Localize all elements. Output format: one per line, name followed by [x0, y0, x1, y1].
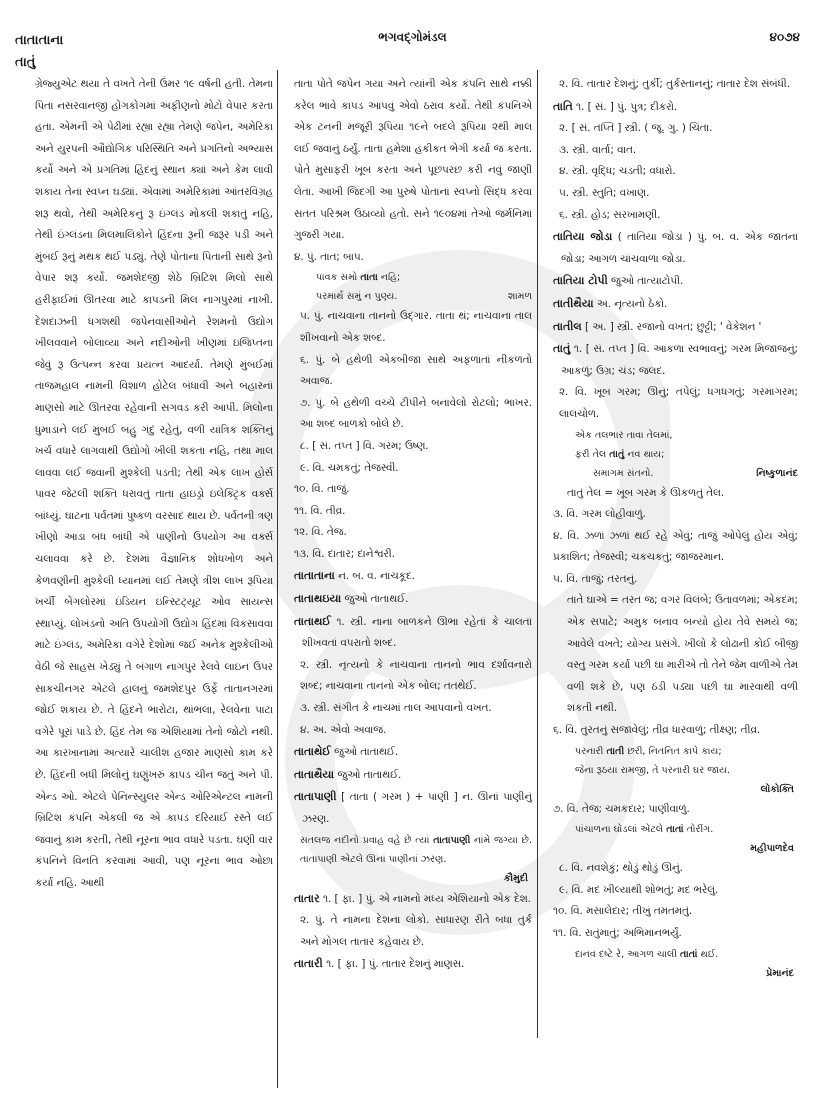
entry-tatil: તાતીલ [ અ. ] સ્ત્રી. રજાનો વખત; છુટ્ટી; ' વેકેશન ' [553, 319, 762, 333]
page-header [0, 0, 825, 70]
tata-biography-continued: તાતા પોતે જપેન ગયા અને ત્યાંની એક કંપનિ સાથે નક્કી કરેલ ભાવે કાપડ આપવું એવો ઠરાવ કર્યો. તેથી કંપનિએ એક ટનની મજૂરી રૂપિયા ૧૯ને બદલે રૂપિયા ૨થી માલ લઈ જવાનું ઠર્યું. તાતા હમેશા હકીકત ભેગી કર્યા જ કરતા. પોતે મુસાફરી ખૂબ કરતા અને પૂછપરછ કરી નવું જાણી લેતા. આખી જિંદગી આ પુરુષે પોતાનાં સ્વપ્નો સિદ્ધ કરવા સતત પરિશ્રમ ઉઠાવ્યો હતો. સને ૧૯૦૪માં તેઓ જર્મનિમાં ગુજરી ગયા. [294, 78, 532, 242]
headword: તાતિયા ટોપી [553, 274, 608, 288]
entry-tatapani: તાતાપાણી [ તાતા ( ગરમ ) + પાણી ] ન. ઊનાં પાણીનું ઝરણ. [294, 790, 532, 825]
headword: તાતાથૈયા [294, 767, 335, 781]
entry-tati-sense-4: ૪. સ્ત્રી. વૃદ્ધિ; ચડતી; વધારો. [559, 165, 676, 178]
entry-tatathaiya: તાતાથઇયા જુઓ તાતાથઈ. [294, 592, 409, 606]
sense-8: ૮. [ સં. તપ્ત ] વિ. ગરમ; ઉષ્ણ. [300, 439, 429, 452]
headword: તાતારી [294, 957, 323, 971]
headword: તાતાથઈ [294, 614, 331, 628]
column-divider [277, 70, 278, 1088]
entry-tatu-sense-7: ૭. વિ. તેજ; ચમકદાર; પાણીવાળું. [553, 802, 690, 815]
sense-9: ૯. વિ. ચમકતું; તેજસ્વી. [300, 461, 399, 474]
entry-tatathai-sense-3: ૩. સ્ત્રી. સંગીત કે નાચમાં તાલ આપવાનો વખત. [300, 702, 492, 715]
sense-4: ૪. પું. તાત; બાપ. [294, 250, 364, 263]
book-title: ભગવદ્ગોમંડલ [378, 30, 447, 44]
quote-attribution: પ્રેમાનંદ [766, 967, 794, 979]
headword: તાતીથૈયા [553, 296, 594, 310]
entry-tati-sense-5: ૫. સ્ત્રી. સ્તુતિ; વખાણ. [559, 186, 650, 199]
sense-12: ૧૨. વિ. તેજ. [294, 526, 347, 539]
entry-tatiya-joda: તાતિયા જોડા ( તાતિયા જોડા ) પું. બ. વ. એક જાતના જોડા; આગળ ચાંચવાળા જોડા. [553, 230, 798, 265]
quote-attribution: શામળ [507, 291, 532, 303]
entry-tatathai-sense-2: ૨. સ્ત્રી. નૃત્યનો કે નાચવાના તાનનો ભાવ દર્શાવનારો શબ્દ; નાચવાના તાનનો એક બોલ; તતથેઈ. [300, 658, 532, 693]
entry-tati-sense-3: ૩. સ્ત્રી. વાર્તા; વાત. [559, 143, 637, 156]
phrase-tate-ghae: તાતે ઘાએ = તરત જ; વગર વિલંબે; ઉતાવળમાં; એકદમ; એક સપાટે; અમુક બનાવ બન્યો હોય તેવે સમયે જ; આવેલે વખતે; યોગ્ય પ્રસંગે. ખીલો કે લોઢાની કોઈ બીજી વસ્તુ ગરમ કર્યા પછી ઘા મારીએ તો તેને જેમ વાળીએ તેમ વળી શકે છે, પણ ઠંડી પડ્યા પછી ઘા મારવાથી વળી શકતી નથી. [567, 594, 798, 715]
headword: તાતીલ [553, 319, 582, 333]
column-divider [537, 70, 538, 1038]
entry-tatiya-topi: તાતિયા ટોપી જુઓ તાત્યાટોપી. [553, 274, 684, 288]
quote-line: પરનારી તાતી છરી, નિતનિત કાપે કાય; [575, 745, 722, 757]
headword: તાતિયા જોડા [553, 230, 613, 244]
headword: તાતાથઇયા [294, 592, 342, 606]
phrase-tatu-tel: તાતું તેલ = ખૂબ ગરમ કે ઊકળતું તેલ. [567, 486, 725, 499]
quote-attribution: કૌમુદી [503, 872, 528, 884]
column-3 [553, 74, 798, 983]
entry-tatari-sense-2: ૨. વિ. તાતાર દેશનું; તુર્કી; તુર્કસ્તાનનું; તાતાર દેશ સંબંધી. [559, 78, 790, 90]
sense-10: ૧૦. વિ. તાજું. [294, 483, 350, 496]
quote-line: પાવક સમો તાતા નહિ; [316, 272, 401, 284]
quote-line: ફરી તેલ તાતું નવ થાય; [575, 448, 665, 460]
tata-biography-paragraph: ગ્રેજ્યુએટ થયા તે વખતે તેની ઉંમર ૧૯ વર્ષની હતી. તેમના પિતા નસરવાનજી હોંગકોંગમાં અફીણનો મોટો વેપાર કરતા હતા. એમની એ પેઢીમાં રહ્યા રહ્યા તેમણે જપેન, અમેરિકા અને યુરપની ઔદ્યોગિક પરિસ્થિતિ અને પ્રગતિનો અભ્યાસ કર્યો અને એ પ્રગતિમાં હિંદનું સ્થાન ક્યાં અને કેમ લાવી શકાય તેનાં સ્વપ્ન ઘડ્યાં. એવામાં અમેરિકામાં આંતરવિગ્રહ શરૂ થવો, તેથી અમેરિકનું રૂ ઇંગ્લંડ મોકલી શકાતું નહિ, તેથી ઇંગ્લંડના મિલમાલિકોને હિંદના રૂની જરૂર પડી અને મુંબઈ રૂનું મથક થઈ પડ્યું. તેણે પોતાના પિતાની સાથે રૂનો વેપાર શરૂ કર્યો. જમશેદજી શેઠે બ્રિટિશ મિલો સાથે હરીફાઈમાં ઊતરવા માટે કાપડની મિલ નાગપુરમાં નાખી. દેશદાઝની ધગશથી જપેનવાસીઓને રેશમનો ઉદ્યોગ ખીલવવાને બોલાવ્યા અને નદીઓની ખીણમાં ઇજિપ્તના જેવું રૂ ઉત્પન્ન કરવા પ્રયત્ન આદર્યા. તેમણે મુંબઈમાં તાજમહાલ નામની વિશાળ હોટેલ બંધાવી અને બહારનાં માણસો માટે ઊતરવા રહેવાની સગવડ કરી આપી. મિલોના ધુમાડાને લઈ મુંબઈ બહુ ગંદું રહેતું, વળી યાંત્રિક શક્તિનું ખર્ચ વધારે લાગવાથી ઉદ્યોગો ખીલી શકતા નહિ, તથા માલ લાવવા લઈ જવાની મુશ્કેલી પડતી; તેથી એક લાખ હોર્સ પાવર જેટલી શક્તિ ધરાવતું તાતા હાઇડ્રો ઇલેક્ટ્રિક વર્ક્સ બાંધ્યું. ઘાટના પર્વતમાં પુષ્કળ વરસાદ થાય છે. પર્વતની ત્રણ ખીણો આડા બંધ બાંધી એ પાણીનો ઉપયોગ આ વર્ક્સ ચલાવવા કરે છે. દેશમાં વૈજ્ઞાનિક શોધખોળ અને કેળવણીની મુશ્કેલી ધ્યાનમાં લઈ તેમણે ત્રીશ લાખ રૂપિયા ખર્ચી બેંગલોરમાં ઇંડિયન ઇન્સ્ટિટ્યૂટ ઓવ સાયન્સ સ્થાપ્યું. લોખંડનો અતિ ઉપયોગી ઉદ્યોગ હિંદમાં વિકસાવવા માટે ઇંગ્લંડ, અમેરિકા વગેરે દેશોમાં જઈ અનેક મુશ્કેલીઓ વેઠી જે સાહસ ખેડ્યું તે બંગાળ નાગપુર રેલવે લાઇન ઉપર સાકચીનગર એટલે હાલનું જમશેદપુર ઉર્ફે તાતાનગરમાં જોઈ શકાય છે. તે હિંદને ભારોટા, થાંભલા, રેલવેના પાટા વગેરે પૂરાં પાડે છે. હિંદ તેમ જ એશિયામાં તેનો જોટો નથી. આ કારખાનામાં અત્યારે ચાલીશ હજાર માણસો કામ કરે છે. હિંદની બધી મિલોનું ઘણુંખરું કાપડ ચીન જતું અને પી. એન્ડ ઓ. એટલે પેનિન્સ્યુલર એન્ડ ઓરિએન્ટલ નામની બ્રિટિશ કંપનિ એકલી જ એ કાપડ દરિયાઈ રસ્તે લઈ જવાનું કામ કરતી, તેથી નૂરના ભાવ વધારે પડતા. ઘણી વાર કંપનિને વિનતિ કરવામાં આવી, પણ નૂરના ભાવ ઓછા કર્યા નહિ. આથી [35, 78, 273, 889]
entry-tatathai: તાતાથઈ ૧. સ્ત્રી. નાના બાળકને ઊભા રહેતાં કે ચાલતાં શીખવતાં વપરાતો શબ્દ. [294, 614, 532, 650]
headword: તાતાથેઈ [294, 745, 331, 759]
entry-tati-sense-6: ૬. સ્ત્રી. હોડ; સરખામણી. [559, 208, 661, 221]
headword: તાતાર [294, 891, 320, 905]
entry-tatu-sense-4: ૪. વિ. ઝળાં ઝળાં થઈ રહે એવું; તાજું ઓપેલું હોય એવું; પ્રકાશિત; તેજસ્વી; ચકચકતું; જાજરમાન. [553, 529, 798, 564]
quote-line: પાંચાળના ઘોડલાં એટલે તાતાં તોરીંગ. [575, 824, 714, 836]
quote-attribution: લોકોક્તિ [760, 783, 794, 795]
entry-tatar-sense-2: ૨. પું. તે નામના દેશના લોકો. સાધારણ રીતે બધા તુર્ક અને મોગલ તાતાર કહેવાય છે. [300, 914, 532, 948]
entry-tatu: તાતું ૧. [ સં. તપ્ત ] વિ. આકળા સ્વભાવનું; ગરમ મિજાજનું; આકળું; ઉગ્ર; ચંડ; જલદ. [553, 342, 798, 377]
entry-tatu-sense-8: ૮. વિ. નવશેકું; થોડું થોડું ઊનું. [559, 862, 683, 875]
quote-line: દાનવ દષ્ટે રે, આગળ ચાલી તાતાં થઈ. [575, 948, 719, 960]
quote-line: એક તલભાર તાવા તેલમાં, [575, 429, 673, 441]
guide-word-first: તાતાતાના [15, 33, 64, 48]
quote-attribution: નિષ્કુળાનંદ [756, 467, 798, 479]
sense-6: ૬. પું. બે હથેળી એકબીજા સાથે અફળાતાં નીકળતો અવાજ. [300, 353, 532, 388]
entry-tatari: તાતારી ૧. [ ફા. ] પું. તાતાર દેશનું માણસ. [294, 957, 465, 971]
sense-13: ૧૩. વિ. દાતાર; દાનેશ્વરી. [294, 547, 395, 560]
sense-5: ૫. પું. નાચવાના તાનનો ઉદ્ગાર. તાતા થં; નાચવાના તાલ શીખવાનો એક શબ્દ. [300, 310, 532, 344]
headword: તાતું [553, 342, 571, 356]
entry-tatu-sense-10: ૧૦. વિ. મસાલેદાર; તીખું તમતમતું. [553, 905, 693, 918]
entry-tati: તાતિ ૧. [ સં. ] પું. પુત્ર; દીકરો. [553, 99, 678, 113]
entry-tatu-sense-5: ૫. વિ. તાજું; તરતનું. [553, 572, 638, 585]
entry-tatu-sense-9: ૯. વિ. મદ ખીલ્યાથી શોભતું; મદ ભરેલું. [559, 883, 719, 896]
entry-tatu-sense-2: ૨. વિ. ખૂબ ગરમ; ઊનું; તપેલું; ધગધગતું; ગરમાગરમ; લાલચોળ. [559, 386, 798, 420]
quote-line-attributed: પરમાર્થ સમું ન પુણ્ય. શામળ [294, 287, 532, 306]
headword: તાતાતાના [294, 569, 335, 583]
entry-tatatheiya: તાતાથૈયા જુઓ તાતાથઈ. [294, 767, 402, 781]
entry-tatathei: તાતાથેઈ જુઓ તાતાથઈ. [294, 745, 399, 759]
quote-line: જેના રૂઠયા રામજી, તે પરનારી ઘર જાય. [575, 764, 731, 776]
entry-tatu-sense-6: ૬. વિ. તુરતનું સજાવેલું; તીવ્ર ધારવાળું; તીક્ષ્ણ; તીવ્ર. [553, 724, 761, 737]
entry-tatar: તાતાર ૧. [ ફા. ] પું. એ નામનો મધ્ય એશિયાનો એક દેશ. [294, 891, 531, 905]
entry-tati-sense-2: ૨. [ સં. તપ્તિ ] સ્ત્રી. ( જૂ. ગુ. ) ચિંતા. [559, 122, 713, 135]
entry-tatu-sense-3: ૩. વિ. ગરમ લોહીવાળું. [553, 508, 646, 521]
entry-tatatana: તાતાતાના ન. બ. વ. નાચકૂદ. [294, 569, 415, 583]
page-number: ૪૦૭૪ [769, 30, 800, 44]
quote-attribution: મહીપાળદેવ [750, 843, 794, 855]
sense-7: ૭. પું. બે હથેળી વચ્ચે ટીપીને બનાવેલો રોટલો; ભાખર. આ શબ્દ બાળકો બોલે છે. [300, 396, 532, 431]
headword: તાતાપાણી [294, 790, 337, 804]
entry-tatithaiya: તાતીથૈયા અ. નૃત્યનો ઠેકો. [553, 296, 668, 310]
entry-tatathai-sense-4: ૪. અ. એવો અવાજ. [300, 723, 387, 736]
quote-line-attributed: સમાગમ સંતનો. નિષ્કુળાનંદ [553, 464, 798, 483]
column-2 [294, 74, 532, 976]
column-1 [35, 74, 273, 895]
guide-word-last: તાતું [15, 55, 36, 70]
entry-tatu-sense-11: ૧૧. વિ. રાતુંમાતું; અભિમાનભર્યું. [553, 927, 682, 939]
headword: તાતિ [553, 99, 573, 113]
sense-11: ૧૧. વિ. તીવ્ર. [294, 504, 346, 517]
quote-tatapani: સતલજ નદીનો પ્રવાહ વહે છે ત્યાં તાતાપાણી નામે જગ્યા છે. તાતાપાણી એટલે ઊનાં પાણીનાં ઝરણ. [300, 834, 532, 865]
